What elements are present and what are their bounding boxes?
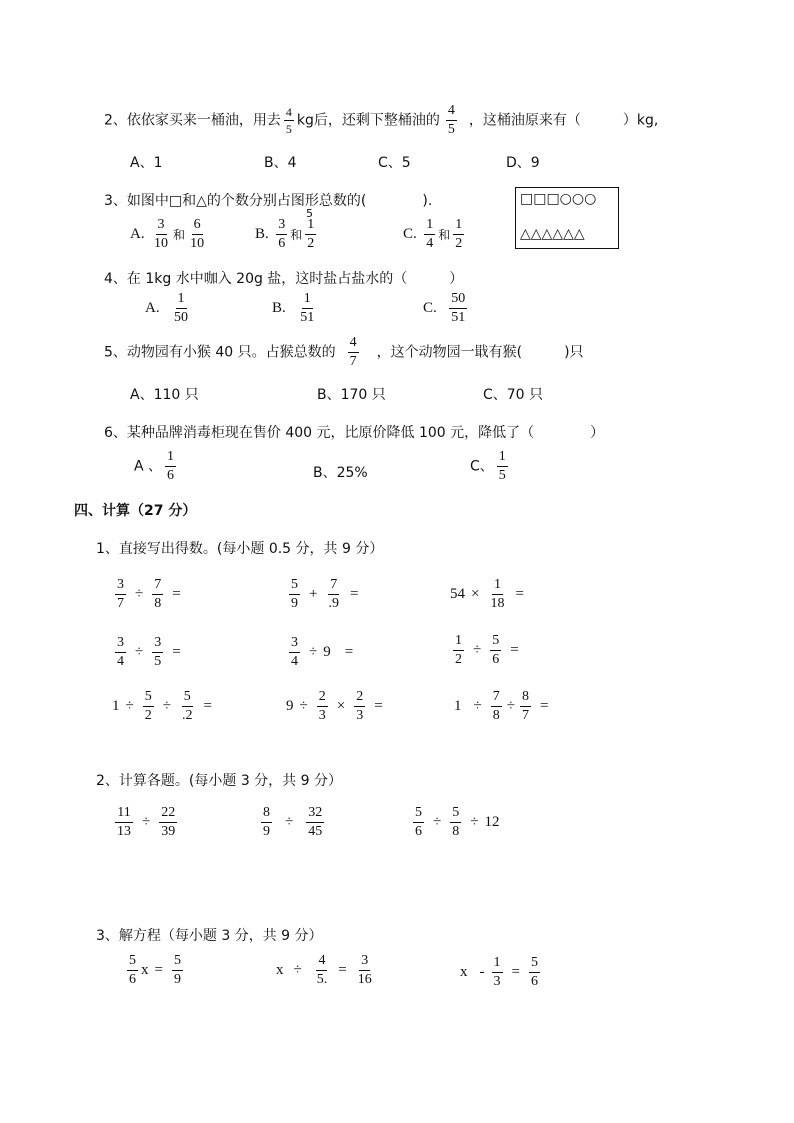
numerator: 5: [127, 954, 138, 971]
fraction: [165, 450, 176, 483]
option-label: B.: [255, 226, 269, 242]
fraction: [492, 956, 503, 989]
fraction: [289, 578, 300, 611]
option-label: C.: [403, 226, 417, 242]
operator: ÷: [142, 814, 151, 830]
calc-1-8: [286, 690, 389, 723]
numerator: 11: [115, 806, 132, 823]
operator: ÷: [506, 698, 515, 714]
denominator: 4: [291, 654, 298, 669]
numerator: 32: [306, 806, 324, 823]
shape-figure: [515, 187, 619, 249]
fraction: [446, 104, 457, 137]
fraction: [115, 636, 126, 669]
question-3-stem: 3、如图中□和△的个数分别占图形总数的( ).: [104, 193, 433, 209]
fraction: [453, 634, 464, 667]
operator: ÷: [433, 814, 442, 830]
numerator: 5: [490, 634, 501, 651]
denominator: 7: [349, 354, 357, 369]
q2-option-d: D、9: [506, 155, 540, 171]
numerator: 5: [529, 956, 540, 973]
equals: =: [344, 644, 354, 660]
fraction: [306, 806, 324, 839]
denominator: 3: [318, 708, 326, 723]
denominator: 6: [278, 236, 286, 251]
numerator: 8: [520, 690, 531, 707]
numerator: 50: [449, 292, 467, 309]
q2-option-b: B、4: [264, 155, 297, 171]
whole-number: 9: [286, 698, 294, 714]
option-label: A.: [130, 226, 145, 242]
section-4-title: 四、计算（27 分）: [74, 503, 197, 519]
fraction: [491, 690, 502, 723]
numerator: 1: [424, 218, 435, 235]
denominator: 5: [498, 468, 506, 483]
calc-2-3: [410, 806, 499, 839]
fraction: [326, 578, 341, 611]
numerator: 3: [156, 218, 167, 235]
option-label: C、: [470, 458, 494, 475]
denominator: 51: [300, 310, 315, 325]
numerator: 7: [328, 578, 339, 595]
numerator: 5: [289, 578, 300, 595]
denominator: 4: [426, 236, 434, 251]
denominator: 2: [455, 652, 462, 667]
numerator: 1: [492, 956, 503, 973]
fraction: [143, 690, 154, 723]
numerator: 4: [316, 954, 327, 971]
fraction: [413, 806, 424, 839]
fraction: [127, 954, 138, 987]
denominator: 51: [451, 310, 466, 325]
operator: ÷: [309, 644, 318, 660]
whole-number: 9: [323, 644, 331, 660]
calc-1-6: [450, 634, 525, 667]
numerator: 1: [453, 634, 464, 651]
calc-2-2: [258, 806, 327, 839]
numerator: 2: [354, 690, 365, 707]
calc-1-9: [454, 690, 554, 723]
variable-x: x: [141, 962, 149, 978]
question-4-stem: 4、在 1kg 水中咖入 20g 盐，这时盐占盐水的（ ）: [104, 271, 464, 287]
equals: =: [539, 698, 549, 714]
fraction: [354, 690, 365, 723]
denominator: 5.: [316, 972, 328, 987]
denominator: 9: [291, 596, 298, 611]
fraction: [159, 806, 177, 839]
fraction: [305, 218, 316, 251]
denominator: 5: [154, 654, 162, 669]
fraction: [152, 218, 170, 251]
denominator: 8: [492, 708, 500, 723]
operator: +: [309, 586, 318, 602]
fraction: [520, 690, 531, 723]
fraction: [315, 954, 330, 987]
denominator: 5: [285, 122, 292, 136]
denominator: 7: [117, 596, 124, 611]
operator: ×: [471, 586, 480, 602]
numerator: 3: [152, 636, 163, 653]
numerator: 3: [276, 218, 287, 235]
option-label: A.: [145, 300, 160, 316]
q3-option-c: [403, 218, 467, 251]
q3-option-a: [130, 218, 209, 251]
numerator: 8: [261, 806, 272, 823]
fraction: [424, 218, 435, 251]
equation-3: [460, 956, 543, 989]
fraction: [490, 634, 501, 667]
denominator: 9: [263, 824, 270, 839]
q2-option-c: C、5: [378, 155, 411, 171]
denominator: 10: [190, 236, 205, 251]
denominator: 39: [161, 824, 176, 839]
fraction: [450, 806, 461, 839]
q4-option-c: [423, 292, 470, 325]
equals: =: [515, 586, 524, 602]
calc-1-1: [112, 578, 187, 611]
whole-number: 1: [454, 698, 462, 714]
denominator: 8: [452, 824, 460, 839]
q6-option-b: B、25%: [313, 465, 368, 481]
equals: =: [172, 644, 181, 660]
option-label: A 、: [134, 458, 163, 475]
numerator: 3: [115, 636, 126, 653]
calc-1-7: [112, 690, 218, 723]
numerator: 1: [176, 292, 187, 309]
fraction: [261, 806, 272, 839]
denominator: 45: [308, 824, 323, 839]
fraction: [298, 292, 316, 325]
question-2-stem: [104, 104, 658, 137]
question-6-stem: 6、某种品牌消毒柜现在售价 400 元，比原价降低 100 元，降低了（ ）: [104, 425, 605, 441]
operator: ÷: [473, 642, 482, 658]
operator: ÷: [473, 698, 482, 714]
equation-1: [124, 954, 186, 987]
calc-1-5: [286, 636, 359, 669]
fraction: [152, 578, 163, 611]
operator: ÷: [162, 698, 171, 714]
calc-1-3: [450, 578, 530, 611]
fraction: [115, 578, 126, 611]
numerator: 6: [192, 218, 203, 235]
denominator: 6: [492, 652, 500, 667]
equals: =: [172, 586, 181, 602]
fraction: [453, 218, 464, 251]
numerator: 4: [446, 104, 457, 121]
numerator: 5: [182, 690, 193, 707]
q6-option-c: [470, 450, 511, 483]
denominator: 6: [415, 824, 422, 839]
denominator: .2: [181, 708, 193, 723]
part-1-title: 1、直接写出得数。(每小题 0.5 分，共 9 分）: [96, 541, 384, 557]
denominator: 3: [493, 974, 501, 989]
equals: =: [349, 586, 359, 602]
denominator: 16: [357, 972, 372, 987]
option-label: C.: [423, 300, 437, 316]
q3-option-b: [255, 218, 319, 251]
operator: ÷: [293, 962, 302, 978]
numerator: 3: [115, 578, 126, 595]
denominator: .9: [328, 596, 339, 611]
numerator: 1: [165, 450, 176, 467]
denominator: 7: [521, 708, 529, 723]
fraction: [276, 218, 287, 251]
and-word: 和: [438, 228, 451, 242]
q2-text-post: ，这桶油原来有（ ）kg,: [468, 112, 659, 129]
equals: =: [511, 964, 520, 980]
fraction: [289, 636, 300, 669]
q5-option-a: A、110 只: [130, 387, 199, 403]
operator: ÷: [285, 814, 294, 830]
denominator: 50: [174, 310, 189, 325]
fraction: [317, 690, 328, 723]
numerator: 5: [450, 806, 461, 823]
variable-x: x: [276, 962, 284, 978]
operator: -: [479, 964, 485, 980]
fraction: [488, 578, 506, 611]
variable-x: x: [460, 964, 468, 980]
operator: ×: [336, 698, 346, 714]
calc-1-4: [112, 636, 187, 669]
q4-option-a: [145, 292, 193, 325]
operator: ÷: [135, 644, 144, 660]
denominator: 6: [129, 972, 136, 987]
fraction: [497, 450, 508, 483]
fraction: [356, 954, 374, 987]
equals: =: [203, 698, 212, 714]
equals: =: [374, 698, 383, 714]
numerator: 2: [317, 690, 328, 707]
and-word: 和: [173, 228, 186, 242]
denominator: 10: [154, 236, 169, 251]
numerator: 1: [305, 218, 316, 235]
numerator: 1: [497, 450, 508, 467]
q4-option-b: [272, 292, 319, 325]
numerator: 1: [302, 292, 313, 309]
equals: =: [338, 962, 347, 978]
denominator: 4: [117, 654, 124, 669]
denominator: 5: [447, 122, 455, 137]
denominator: 3: [356, 708, 364, 723]
denominator: 18: [490, 596, 505, 611]
numerator: 22: [159, 806, 177, 823]
operator: ÷: [135, 586, 144, 602]
numerator: 3: [289, 636, 300, 653]
fraction: [449, 292, 467, 325]
equation-2: [276, 954, 377, 987]
stray-mark: 5: [306, 207, 313, 220]
fraction: [529, 956, 540, 989]
operator: ÷: [125, 698, 134, 714]
numerator: 5: [413, 806, 424, 823]
numerator: 7: [491, 690, 502, 707]
q5-text-post: ，这个动物园一戢有猴( )只: [376, 344, 584, 361]
whole-number: 54: [450, 586, 465, 602]
q2-text-mid: kg后，还剩下整桶油的: [296, 112, 440, 129]
whole-number: 1: [112, 698, 120, 714]
numerator: 3: [359, 954, 370, 971]
fraction: [180, 690, 195, 723]
denominator: 2: [307, 236, 315, 251]
q2-option-a: A、1: [130, 155, 163, 171]
denominator: 9: [173, 972, 181, 987]
calc-2-1: [112, 806, 180, 839]
q5-text-pre: 5、动物园有小猴 40 只。占猴总数的: [104, 344, 336, 361]
calc-1-2: [286, 578, 364, 611]
equals: =: [154, 962, 163, 978]
numerator: 4: [348, 336, 359, 353]
denominator: 6: [167, 468, 175, 483]
denominator: 6: [530, 974, 538, 989]
denominator: 2: [455, 236, 463, 251]
numerator: 7: [152, 578, 163, 595]
question-5-stem: [104, 336, 584, 369]
whole-number: 12: [484, 814, 500, 830]
numerator: 5: [143, 690, 154, 707]
fraction: [172, 954, 183, 987]
fraction: [284, 106, 294, 135]
q5-option-b: B、170 只: [317, 387, 386, 403]
fraction: [348, 336, 359, 369]
option-label: B.: [272, 300, 286, 316]
and-word: 和: [290, 228, 303, 242]
part-2-title: 2、计算各题。(每小题 3 分，共 9 分）: [96, 773, 342, 789]
numerator: 5: [172, 954, 183, 971]
operator: ÷: [470, 814, 479, 830]
numerator: 1: [453, 218, 464, 235]
q5-option-c: C、70 只: [483, 387, 544, 403]
denominator: 2: [144, 708, 152, 723]
fraction: [152, 636, 163, 669]
operator: ÷: [299, 698, 308, 714]
equals: =: [510, 642, 519, 658]
q2-text-pre: 2、依依家买来一桶油，用去: [104, 112, 281, 129]
numerator: 4: [285, 105, 292, 119]
triangles-row: △△△△△△: [520, 226, 585, 242]
fraction: [188, 218, 206, 251]
squares-circles-row: □□□○○○: [520, 191, 597, 207]
fraction: [172, 292, 190, 325]
fraction: [115, 806, 133, 839]
part-3-title: 3、解方程（每小题 3 分，共 9 分）: [96, 928, 323, 944]
denominator: 13: [117, 824, 131, 839]
denominator: 8: [154, 596, 162, 611]
q6-option-a: [134, 450, 179, 483]
numerator: 1: [492, 578, 503, 595]
